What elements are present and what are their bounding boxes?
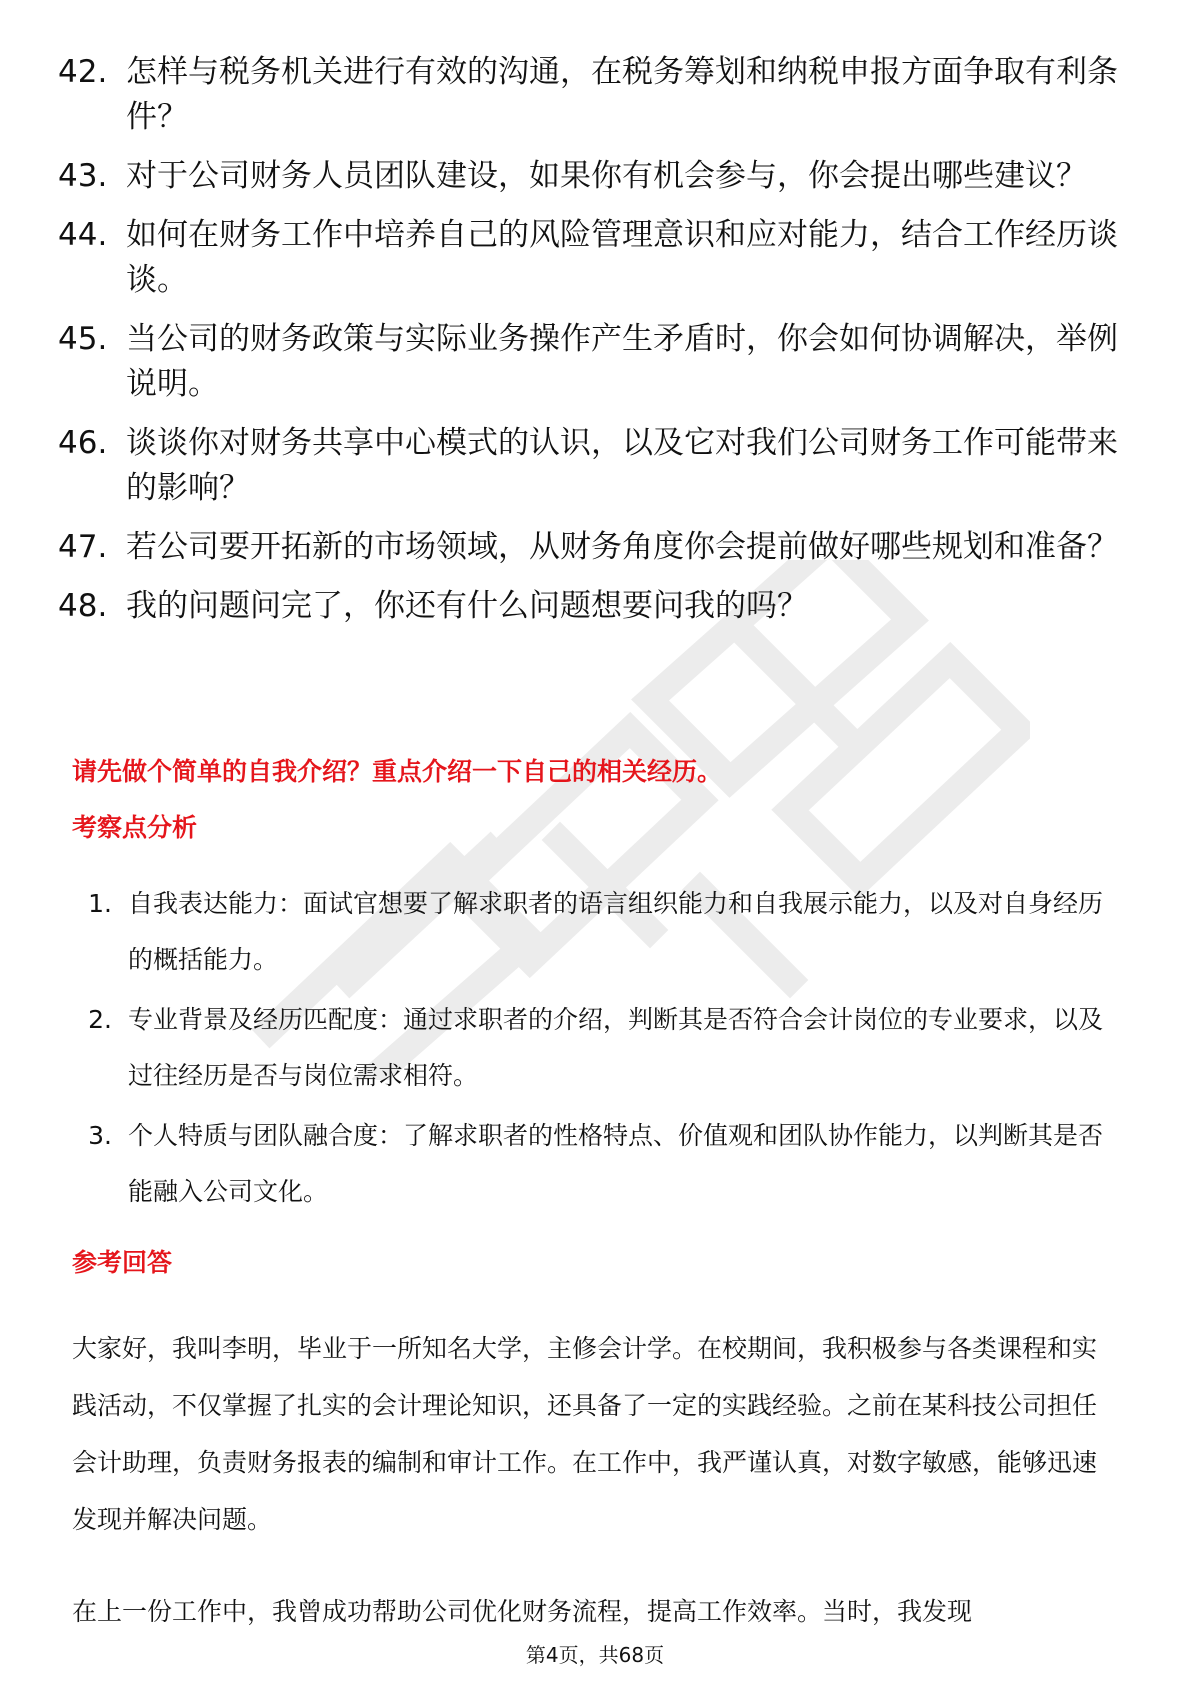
list-item (72, 1108, 1122, 1220)
list-item (58, 525, 1118, 570)
list-item (58, 50, 1118, 140)
list-item (58, 317, 1118, 407)
list-item (72, 992, 1122, 1104)
list-item (58, 421, 1118, 511)
list-item (72, 876, 1122, 988)
question-text: 若公司要开拓新的市场领域，从财务角度你会提前做好哪些规划和准备？ (126, 529, 1118, 565)
question-text: 谈谈你对财务共享中心模式的认识，以及它对我们公司财务工作可能带来的影响？ (126, 425, 1118, 506)
answer-heading: 参考回答 (72, 1248, 173, 1277)
question-text: 我的问题问完了，你还有什么问题想要问我的吗？ (126, 588, 808, 624)
question-number: 45. (58, 321, 108, 357)
question-number: 43. (58, 158, 108, 194)
analysis-list (72, 876, 1122, 1224)
question-text: 对于公司财务人员团队建设，如果你有机会参与，你会提出哪些建议？ (126, 158, 1087, 194)
answer-paragraph: 在上一份工作中，我曾成功帮助公司优化财务流程，提高工作效率。当时，我发现 (72, 1597, 973, 1626)
question-number: 46. (58, 425, 108, 461)
item-number: 1. (88, 889, 112, 918)
item-text: 专业背景及经历匹配度：通过求职者的介绍，判断其是否符合会计岗位的专业要求，以及过往经历是否与岗位需求相符。 (128, 1005, 1104, 1090)
interview-question-heading: 请先做个简单的自我介绍？重点介绍一下自己的相关经历。 (72, 757, 723, 786)
item-text: 自我表达能力：面试官想要了解求职者的语言组织能力和自我展示能力，以及对自身经历的概括能力。 (128, 889, 1104, 974)
item-number: 2. (88, 1005, 112, 1034)
answer-paragraph: 大家好，我叫李明，毕业于一所知名大学，主修会计学。在校期间，我积极参与各类课程和实践活动，不仅掌握了扎实的会计理论知识，还具备了一定的实践经验。之前在某科技公司担任会计助理，负责财务报表的编制和审计工作。在工作中，我严谨认真，对数字敏感，能够迅速发现并解决问题。 (72, 1334, 1098, 1534)
question-number: 47. (58, 529, 108, 565)
list-item (58, 584, 1118, 629)
item-number: 3. (88, 1121, 112, 1150)
question-list (58, 50, 1118, 643)
item-text: 个人特质与团队融合度：了解求职者的性格特点、价值观和团队协作能力，以判断其是否能融入公司文化。 (128, 1121, 1104, 1206)
analysis-heading: 考察点分析 (72, 813, 198, 842)
list-item (58, 154, 1118, 199)
question-number: 48. (58, 588, 108, 624)
list-item (58, 213, 1118, 303)
question-number: 42. (58, 54, 108, 90)
question-number: 44. (58, 217, 108, 253)
question-text: 如何在财务工作中培养自己的风险管理意识和应对能力，结合工作经历谈谈。 (126, 217, 1118, 298)
question-text: 怎样与税务机关进行有效的沟通，在税务筹划和纳税申报方面争取有利条件？ (126, 54, 1118, 135)
page-footer: 第4页，共68页 (525, 1643, 665, 1667)
question-text: 当公司的财务政策与实际业务操作产生矛盾时，你会如何协调解决，举例说明。 (126, 321, 1118, 402)
